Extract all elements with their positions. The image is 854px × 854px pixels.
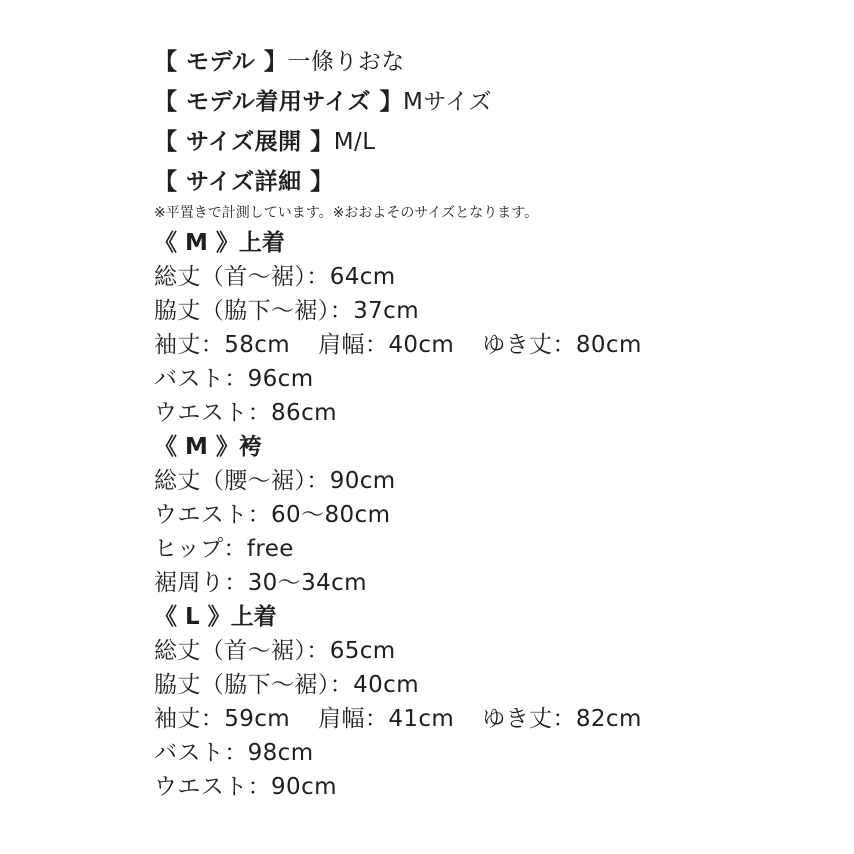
measurement-value: 総丈（首〜裾）：65cm [154,638,396,664]
measurement-value: 肩幅：41cm [318,706,455,732]
measurement-row [154,668,834,702]
measurement-row [154,294,834,328]
measurement-note: ※平置きで計測しています。※おおよそのサイズとなります。 [154,205,539,221]
measurement-value: 肩幅：40cm [318,332,455,358]
measurement-row [154,260,834,294]
measurement-row [154,736,834,770]
measurement-value: ウエスト：60〜80cm [154,502,391,528]
size-worn-line [154,82,834,122]
measurement-row [154,770,834,804]
measurement-row [154,532,834,566]
measurement-value: ウエスト：86cm [154,400,337,426]
size-worn-value: Mサイズ [403,89,493,115]
size-spec-sheet [154,42,834,804]
measurement-row [154,396,834,430]
measurement-value: バスト：96cm [154,366,314,392]
measurement-row [154,498,834,532]
measurement-row [154,464,834,498]
model-line [154,42,834,82]
size-worn-label: 【 モデル着用サイズ 】 [154,89,404,115]
model-label: 【 モデル 】 [154,49,288,75]
measurement-row [154,328,834,362]
model-value: 一條りおな [287,49,405,75]
section-title: 《 M 》袴 [154,434,262,460]
size-detail-line [154,162,834,202]
measurement-value: バスト：98cm [154,740,314,766]
measurement-value: 袖丈：59cm [154,706,291,732]
measurement-value: ウエスト：90cm [154,774,337,800]
size-range-label: 【 サイズ展開 】 [154,129,334,155]
measurement-value: 袖丈：58cm [154,332,291,358]
measurement-value: ゆき丈：80cm [482,332,642,358]
measurement-row [154,362,834,396]
measurement-value: 裾周り：30〜34cm [154,570,367,596]
measurement-value: 脇丈（脇下〜裾）：37cm [154,298,420,324]
measurement-value: 脇丈（脇下〜裾）：40cm [154,672,420,698]
size-range-line [154,122,834,162]
section-title: 《 L 》上着 [154,604,277,630]
measurement-value: ヒップ：free [154,536,294,562]
measurement-row [154,634,834,668]
section-title: 《 M 》上着 [154,230,285,256]
measurement-row [154,702,834,736]
measurement-row [154,566,834,600]
size-sections [154,226,834,804]
size-range-value: M/L [333,129,376,155]
measurement-value: 総丈（首〜裾）：64cm [154,264,396,290]
measurement-value: ゆき丈：82cm [482,706,642,732]
size-detail-label: 【 サイズ詳細 】 [154,169,334,195]
measurement-value: 総丈（腰〜裾）：90cm [154,468,396,494]
